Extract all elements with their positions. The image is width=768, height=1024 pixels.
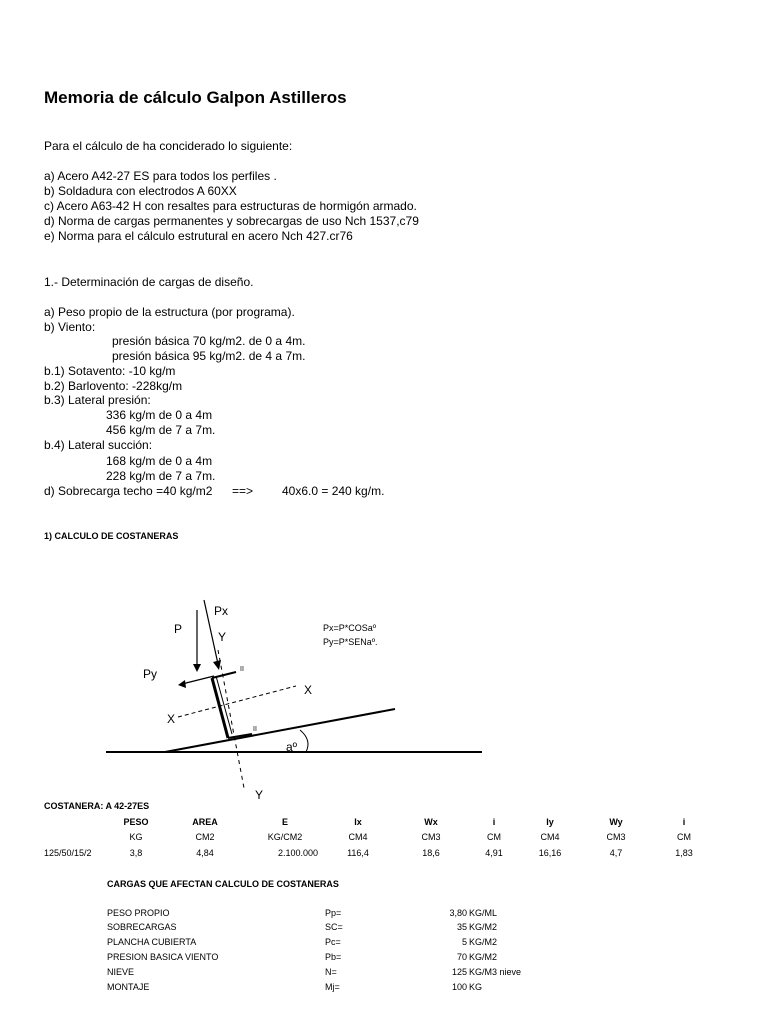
value-i2: 1,83 [675,848,693,858]
diagram-label-px: Px [214,604,229,618]
carga-val-3: 70 [456,952,467,962]
header-wx: Wx [424,817,438,827]
diagram-tick-top: II [240,666,244,673]
carga-sym-5: Mj= [325,982,340,992]
load-d-result: 40x6.0 = 240 kg/m. [282,484,385,498]
consideration-d: d) Norma de cargas permanentes y sobrecargas de uso Nch 1537,c79 [44,214,419,228]
py-arrow-line [182,676,214,684]
carga-val-5: 100 [451,982,467,992]
carga-name-4: NIEVE [107,967,135,977]
unit-i1: CM [487,832,501,842]
diagram-label-y-top: Y [218,630,227,644]
carga-unit-1: KG/M2 [469,922,498,932]
carga-sym-2: Pc= [325,937,341,947]
p-arrow-head [193,664,201,672]
consideration-c: c) Acero A63-42 H con resaltes para estructuras de hormigón armado. [44,199,417,213]
header-i1: i [492,817,496,827]
costaneras-title: 1) CALCULO DE COSTANERAS [44,531,179,541]
diagram-label-x-right: X [304,683,313,697]
diagram-label-y-bottom: Y [255,788,264,802]
carga-sym-0: Pp= [325,908,342,918]
unit-e: KG/CM2 [267,832,303,842]
header-iy: Iy [546,817,554,827]
diagram-tick-bottom: II [253,726,257,733]
header-ix: Ix [354,817,362,827]
load-b3-1: 336 kg/m de 0 a 4m [106,408,213,422]
diagram-label-p: P [174,622,183,636]
unit-peso: KG [129,832,143,842]
x-axis-dashed [178,686,296,717]
intro-text: Para el cálculo de ha conciderado lo siguiente: [44,139,293,153]
section-1-title: 1.- Determinación de cargas de diseño. [44,275,254,289]
consideration-e: e) Norma para el cálculo estrutural en acero Nch 427.cr76 [44,229,353,243]
consideration-a: a) Acero A42-27 ES para todos los perfiles . [44,169,277,183]
diagram-label-x-left: X [167,712,176,726]
carga-val-1: 35 [456,922,467,932]
carga-sym-4: N= [325,967,337,977]
unit-wy: CM3 [606,832,626,842]
load-a: a) Peso propio de la estructura (por programa). [44,305,295,319]
carga-val-2: 5 [461,937,467,947]
header-area: AREA [192,817,218,827]
header-i2: i [682,817,686,827]
carga-name-2: PLANCHA CUBIERTA [107,937,197,947]
py-arrow-head [178,680,186,688]
load-b4-2: 228 kg/m de 7 a 7m. [106,469,216,483]
load-d-arrow: ==> [232,484,254,498]
carga-unit-5: KG [469,982,483,992]
unit-wx: CM3 [421,832,441,842]
unit-area: CM2 [195,832,215,842]
roof-line [165,709,395,752]
value-area: 4,84 [196,848,214,858]
unit-i2: CM [677,832,691,842]
angle-arc [300,730,308,752]
load-b3-2: 456 kg/m de 7 a 7m. [106,423,216,437]
load-b-pressure-1: presión básica 70 kg/m2. de 0 a 4m. [112,334,306,348]
carga-unit-2: KG/M2 [469,937,498,947]
formula-px: Px=P*COSaº [323,623,377,633]
costanera-top-flange [212,672,236,678]
costanera-label: COSTANERA: A 42-27ES [44,801,150,811]
load-b4: b.4) Lateral succión: [44,438,153,452]
load-d: d) Sobrecarga techo =40 kg/m2 [44,484,213,498]
carga-sym-1: SC= [325,922,343,932]
consideration-b: b) Soldadura con electrodos A 60XX [44,184,237,198]
costanera-diagram [0,580,768,810]
carga-unit-3: KG/M2 [469,952,498,962]
value-ix: 116,4 [347,848,369,858]
load-b-pressure-2: presión básica 95 kg/m2. de 4 a 7m. [112,349,306,363]
carga-name-0: PESO PROPIO [107,908,170,918]
value-wy: 4,7 [609,848,623,858]
load-b4-1: 168 kg/m de 0 a 4m [106,454,213,468]
cargas-title: CARGAS QUE AFECTAN CALCULO DE COSTANERAS [107,879,339,889]
load-b: b) Viento: [44,320,96,334]
page-title: Memoria de cálculo Galpon Astilleros [44,88,347,107]
diagram-label-angle: aº [286,740,298,754]
diagram-label-py: Py [143,667,158,681]
row-label: 125/50/15/2 [44,848,92,858]
costanera-web [212,678,228,738]
carga-name-3: PRESION BASICA VIENTO [107,952,219,962]
load-b2: b.2) Barlovento: -228kg/m [44,379,183,393]
header-e: E [281,817,288,827]
unit-iy: CM4 [540,832,560,842]
carga-name-5: MONTAJE [107,982,150,992]
header-wy: Wy [609,817,623,827]
carga-unit-0: KG/ML [469,908,498,918]
formula-py: Py=P*SENaº. [323,637,378,647]
value-wx: 18,6 [422,848,440,858]
load-b3: b.3) Lateral presión: [44,393,151,407]
value-iy: 16,16 [538,848,562,858]
carga-sym-3: Pb= [325,952,342,962]
carga-unit-4: KG/M3 nieve [469,967,522,977]
value-e: 2.100.000 [277,848,318,858]
carga-val-0: 3,80 [449,908,467,918]
load-b1: b.1) Sotavento: -10 kg/m [44,364,176,378]
unit-ix: CM4 [348,832,368,842]
carga-val-4: 125 [451,967,467,977]
value-i1: 4,91 [485,848,503,858]
value-peso: 3,8 [129,848,143,858]
header-peso: PESO [123,817,149,827]
px-arrow-head [213,660,221,670]
carga-name-1: SOBRECARGAS [107,922,177,932]
